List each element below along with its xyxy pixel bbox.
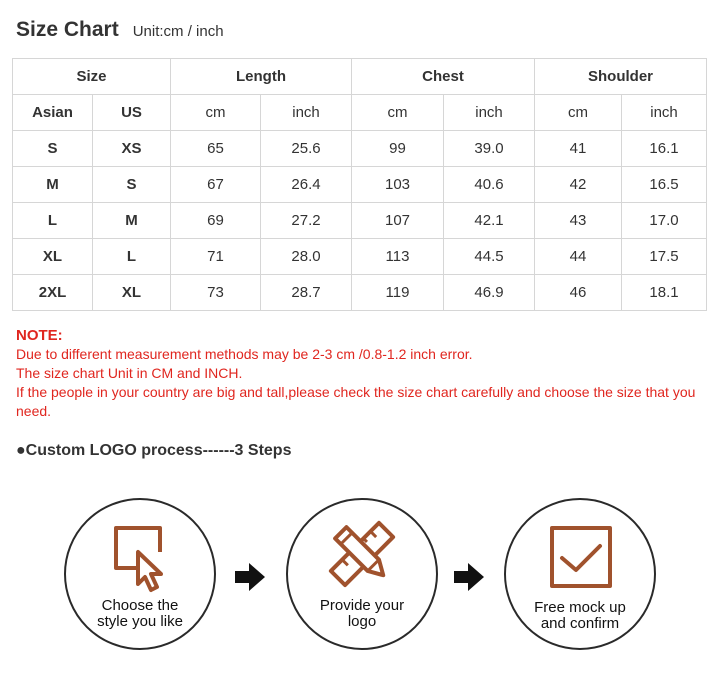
subheader-cell: cm [171, 95, 261, 131]
table-cell: 67 [171, 167, 261, 203]
table-cell: 39.0 [444, 131, 535, 167]
subheader-us: US [93, 95, 171, 131]
note-heading: NOTE: [16, 327, 63, 344]
table-cell: S [13, 131, 93, 167]
table-cell: 103 [352, 167, 444, 203]
table-cell: 16.5 [622, 167, 707, 203]
table-row [13, 275, 707, 311]
step-label-line1: Provide your [319, 597, 405, 614]
table-cell: 16.1 [622, 131, 707, 167]
table-cell: 27.2 [261, 203, 352, 239]
size-chart-header [16, 18, 224, 42]
subheader-asian: Asian [13, 95, 93, 131]
table-row [13, 239, 707, 275]
step-choose-style [64, 498, 216, 650]
table-cell: M [93, 203, 171, 239]
table-group-header-row [13, 59, 707, 95]
cursor-select-icon [108, 522, 178, 594]
table-cell: 26.4 [261, 167, 352, 203]
table-cell: 28.0 [261, 239, 352, 275]
table-cell: L [93, 239, 171, 275]
unit-label: Unit:cm / inch [132, 23, 224, 40]
table-cell: 41 [535, 131, 622, 167]
step-mock-up [504, 498, 656, 650]
table-cell: 17.5 [622, 239, 707, 275]
table-cell: XL [13, 239, 93, 275]
table-cell: 28.7 [261, 275, 352, 311]
checkmark-box-icon [548, 524, 614, 590]
note-line: If the people in your country are big and tall,please check the size chart carefully and choose the size that you need. [16, 384, 696, 419]
table-row [13, 203, 707, 239]
table-cell: S [93, 167, 171, 203]
table-cell: 73 [171, 275, 261, 311]
table-cell: XL [93, 275, 171, 311]
table-cell: 99 [352, 131, 444, 167]
subheader-cell: inch [622, 95, 707, 131]
group-chest: Chest [352, 59, 535, 95]
group-size: Size [13, 59, 171, 95]
step-label-line1: Choose the [101, 597, 179, 614]
table-cell: 107 [352, 203, 444, 239]
table-subheader-row [13, 95, 707, 131]
table-cell: 113 [352, 239, 444, 275]
table-cell: 42.1 [444, 203, 535, 239]
table-cell: 17.0 [622, 203, 707, 239]
table-cell: 46.9 [444, 275, 535, 311]
arrow-right-icon [452, 560, 486, 594]
subheader-cell: inch [261, 95, 352, 131]
table-cell: L [13, 203, 93, 239]
table-cell: 25.6 [261, 131, 352, 167]
logo-process-title: ●Custom LOGO process------3 Steps [16, 442, 292, 459]
step-label-line2: logo [347, 613, 377, 630]
table-cell: 44 [535, 239, 622, 275]
step-label-line2: style you like [97, 613, 183, 630]
table-cell: 65 [171, 131, 261, 167]
table-cell: 40.6 [444, 167, 535, 203]
group-shoulder: Shoulder [535, 59, 707, 95]
subheader-cell: cm [352, 95, 444, 131]
notes-block [16, 326, 706, 421]
table-cell: 71 [171, 239, 261, 275]
table-cell: 2XL [13, 275, 93, 311]
table-cell: XS [93, 131, 171, 167]
step-label-line2: and confirm [540, 615, 620, 632]
table-cell: 18.1 [622, 275, 707, 311]
pencil-ruler-icon [326, 518, 398, 590]
step-label-line1: Free mock up [534, 599, 626, 616]
table-cell: 119 [352, 275, 444, 311]
note-line: Due to different measurement methods may be 2-3 cm /0.8-1.2 inch error. [16, 346, 473, 362]
subheader-cell: inch [444, 95, 535, 131]
table-cell: 42 [535, 167, 622, 203]
table-cell: 43 [535, 203, 622, 239]
table-row [13, 131, 707, 167]
size-table [12, 58, 707, 311]
note-line: The size chart Unit in CM and INCH. [16, 365, 243, 381]
table-cell: 69 [171, 203, 261, 239]
table-cell: M [13, 167, 93, 203]
table-cell: 46 [535, 275, 622, 311]
group-length: Length [171, 59, 352, 95]
table-cell: 44.5 [444, 239, 535, 275]
step-provide-logo [286, 498, 438, 650]
subheader-cell: cm [535, 95, 622, 131]
table-row [13, 167, 707, 203]
arrow-right-icon [233, 560, 267, 594]
page-title: Size Chart [16, 18, 119, 41]
